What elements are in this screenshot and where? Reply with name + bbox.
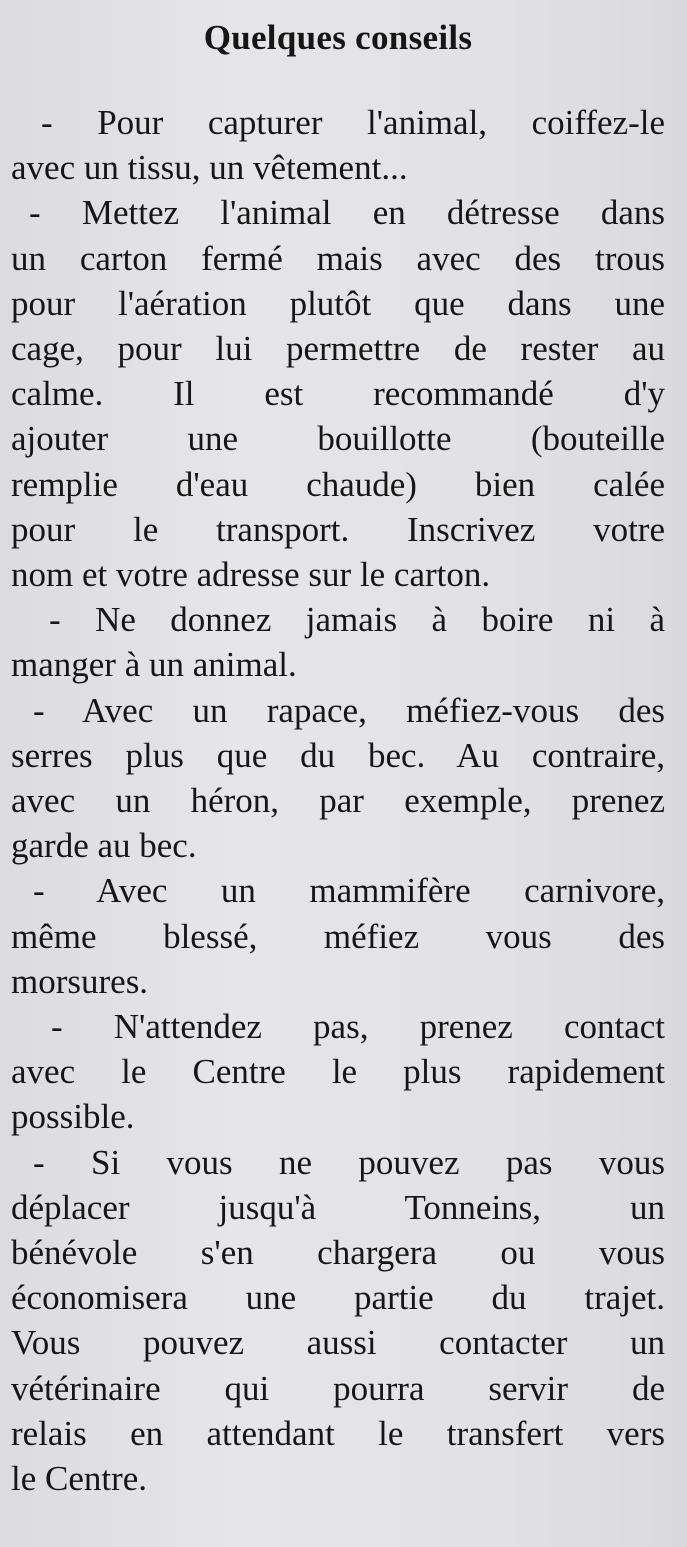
advice-item-capture [11, 100, 665, 190]
advice-line: cage, pour lui permettre de rester au [11, 329, 665, 369]
advice-line: vétérinaire qui pourra servir de [11, 1368, 665, 1408]
advice-line: avec le Centre le plus rapidement [11, 1052, 665, 1092]
advice-line: avec un héron, par exemple, prenez [11, 781, 665, 821]
advice-item-mammal [11, 868, 665, 1004]
advice-line: pour le transport. Inscrivez votre [11, 509, 665, 549]
advice-line: calme. Il est recommandé d'y [11, 374, 665, 414]
advice-line: - N'attendez pas, prenez contact [51, 1007, 665, 1047]
advice-line: - Avec un rapace, méfiez-vous des [33, 690, 665, 730]
advice-line: déplacer jusqu'à Tonneins, un [11, 1187, 665, 1227]
page-title: Quelques conseils [203, 18, 473, 57]
advice-line: - Ne donnez jamais à boire ni à [49, 600, 665, 640]
advice-line: remplie d'eau chaude) bien calée [11, 464, 665, 504]
advice-item-carton [11, 190, 665, 597]
advice-line: morsures. [11, 961, 149, 1001]
advice-item-no-food [11, 597, 665, 687]
advice-line: - Mettez l'animal en détresse dans [29, 193, 665, 233]
advice-item-raptor [11, 688, 665, 869]
advice-line: même blessé, méfiez vous des [11, 916, 665, 956]
advice-line: serres plus que du bec. Au contraire, [11, 735, 665, 775]
advice-line: nom et votre adresse sur le carton. [11, 555, 491, 595]
advice-line: pour l'aération plutôt que dans une [11, 283, 665, 323]
advice-line: - Pour capturer l'animal, coiffez-le [41, 103, 665, 142]
advice-item-transport [11, 1140, 665, 1502]
advice-line: garde au bec. [11, 826, 197, 866]
advice-line: bénévole s'en chargera ou vous [11, 1233, 665, 1273]
advice-line: ajouter une bouillotte (bouteille [11, 419, 665, 459]
advice-line: manger à un animal. [11, 645, 297, 685]
advice-line: - Si vous ne pouvez pas vous [33, 1142, 665, 1182]
advice-line: le Centre. [11, 1459, 148, 1499]
advice-list [11, 100, 665, 1501]
advice-line: un carton fermé mais avec des trous [11, 238, 665, 278]
advice-line: relais en attendant le transfert vers [11, 1413, 665, 1453]
advice-line: possible. [11, 1097, 135, 1137]
advice-line: - Avec un mammifère carnivore, [33, 871, 665, 911]
advice-item-contact [11, 1004, 665, 1140]
advice-line: économisera une partie du trajet. [11, 1278, 665, 1318]
advice-line: Vous pouvez aussi contacter un [11, 1323, 665, 1363]
advice-line: avec un tissu, un vêtement... [11, 148, 408, 188]
